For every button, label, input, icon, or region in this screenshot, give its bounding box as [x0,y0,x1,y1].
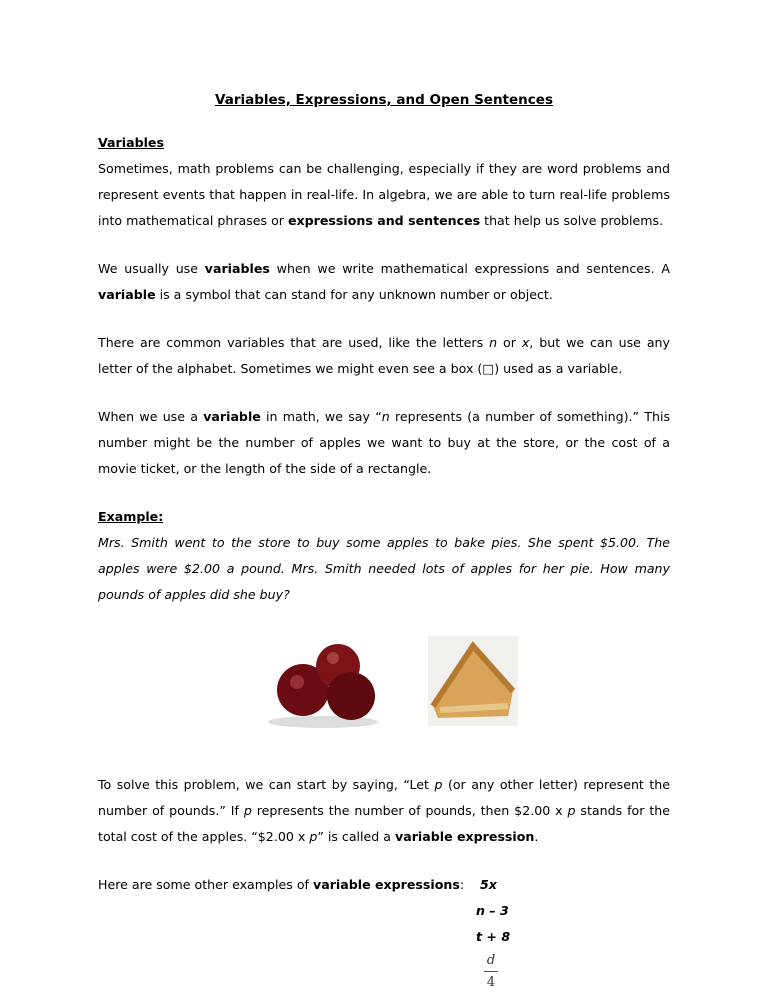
image-row [98,624,670,754]
expression-row [98,898,670,924]
paragraph-intro: Sometimes, math problems can be challenging, especially if they are word problems and represent events that happen in real-life. In algebra, we are able to turn real-life problems into mathematical phrases or expressions and sentences that help us solve problems. [98,161,670,228]
examples-label: Here are some other examples of variable expressions: [98,877,465,892]
page-title: Variables, Expressions, and Open Sentences [215,92,553,108]
expression-t-plus-8: t + 8 [476,929,511,944]
expression-n-minus-3: n – 3 [476,903,509,918]
example-text: Mrs. Smith went to the store to buy some apples to bake pies. She spent $5.00. The apples were $2.00 a pound. Mrs. Smith needed lots of apples for her pie. How many pounds of apples did she buy? [98,535,670,602]
section-heading: Variables [98,135,164,150]
paragraph-solve: To solve this problem, we can start by saying, “Let p (or any other letter) represent the number of pounds.” If p represents the number of pounds, then $2.00 x p stands for the total cost of the apples. “$2.00 x p” is called a variable expression. [98,777,671,844]
expression-d-over-4: d 4 [484,952,498,991]
paragraph-represents: When we use a variable in math, we say “n represents (a number of something).” This number might be the number of apples we want to buy at the store, or the cost of a movie ticket, or the length of the side of a rectangle. [98,409,671,476]
paragraph-common-variables: There are common variables that are used, like the letters n or x, but we can use any letter of the alphabet. Sometimes we might even see a box (□) used as a variable. [98,335,670,376]
expression-row [98,872,670,898]
pie-image [428,636,518,726]
expression-row [98,950,670,1000]
paragraph-variables: We usually use variables when we write mathematical expressions and sentences. A variable is a symbol that can stand for any unknown number or object. [98,261,670,302]
expression-5x: 5x [480,877,497,892]
document-page [98,88,670,1000]
expression-row [98,924,670,950]
example-heading: Example: [98,509,164,524]
apples-image [263,630,383,730]
